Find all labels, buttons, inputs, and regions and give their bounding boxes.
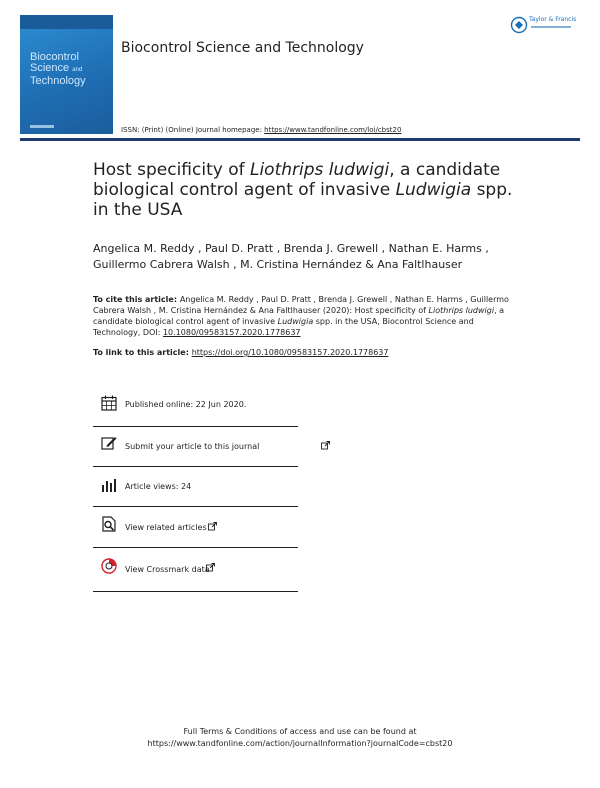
cover-title-line2: Science bbox=[30, 62, 70, 74]
external-link-icon[interactable] bbox=[321, 441, 330, 450]
info-divider bbox=[93, 547, 298, 548]
cover-title-line1: Biocontrol bbox=[30, 51, 79, 63]
publisher-logo-icon bbox=[510, 16, 528, 34]
info-divider bbox=[93, 506, 298, 507]
cover-title bbox=[30, 52, 86, 87]
header-rule bbox=[20, 138, 580, 141]
journal-cover-image bbox=[20, 15, 113, 134]
footer-journal-info-link[interactable]: https://www.tandfonline.com/action/journalInformation?journalCode=cbst20 bbox=[147, 739, 453, 748]
submit-article-link[interactable]: Submit your article to this journal bbox=[125, 442, 260, 451]
publisher-logo[interactable] bbox=[510, 14, 584, 40]
info-article-views bbox=[93, 475, 298, 511]
journal-name[interactable]: Biocontrol Science and Technology bbox=[121, 40, 364, 56]
info-crossmark[interactable] bbox=[93, 556, 298, 596]
issn-line bbox=[121, 126, 401, 134]
related-articles-icon bbox=[101, 516, 117, 532]
citation-label: To cite this article: bbox=[93, 295, 180, 304]
external-link-icon[interactable] bbox=[208, 522, 217, 531]
info-divider bbox=[93, 466, 298, 467]
published-online-text: Published online: 22 Jun 2020. bbox=[125, 400, 247, 409]
cover-title-and: and bbox=[72, 67, 83, 73]
citation-block: To cite this article: Angelica M. Reddy , Paul D. Pratt , Brenda J. Grewell , Nathan E. Harms , Guillermo Cabrera Walsh , M. Cristina Hernández & Ana Faltlhauser (2020): Host specificity of Liothrips ludwigi, a candidate biological control agent of invasive Ludwigia spp. in the USA, Biocontrol Science and Technology, DOI: 10.1080/09583157.2020.1778637 bbox=[93, 295, 509, 337]
publisher-logo-subline bbox=[531, 26, 571, 28]
crossmark-link[interactable]: View Crossmark data bbox=[125, 565, 210, 574]
cover-title-line3: Technology bbox=[30, 75, 86, 87]
bar-chart-icon bbox=[101, 477, 117, 493]
info-divider bbox=[93, 591, 298, 592]
info-published-online bbox=[93, 395, 298, 431]
cover-publisher-mark bbox=[30, 125, 54, 128]
publisher-logo-text: Taylor & Francis bbox=[529, 16, 577, 23]
crossmark-icon bbox=[101, 558, 117, 574]
info-submit-article[interactable] bbox=[93, 435, 298, 471]
footer-terms-text: Full Terms & Conditions of access and use can be found at bbox=[183, 727, 417, 736]
journal-homepage-link[interactable]: https://www.tandfonline.com/loi/cbst20 bbox=[264, 126, 402, 134]
cover-top-strip bbox=[20, 15, 113, 29]
info-divider bbox=[93, 426, 298, 427]
article-link-label: To link to this article: bbox=[93, 348, 192, 357]
calendar-icon bbox=[101, 395, 117, 411]
external-link-icon[interactable] bbox=[206, 563, 215, 572]
article-title: Host specificity of Liothrips ludwigi, a candidate biological control agent of invasive Ludwigia spp. in the USA bbox=[93, 160, 513, 220]
article-doi-url[interactable]: https://doi.org/10.1080/09583157.2020.1778637 bbox=[191, 348, 389, 357]
info-related-articles[interactable] bbox=[93, 514, 298, 550]
citation-doi-link[interactable]: 10.1080/09583157.2020.1778637 bbox=[162, 328, 301, 337]
edit-icon bbox=[101, 435, 117, 451]
issn-prefix: ISSN: (Print) (Online) Journal homepage: bbox=[121, 126, 265, 134]
authors-line2: Guillermo Cabrera Walsh , M. Cristina Hernández & Ana Faltlhauser bbox=[93, 258, 463, 271]
article-views-text: Article views: 24 bbox=[125, 482, 192, 491]
footer bbox=[0, 726, 600, 750]
article-link-line bbox=[93, 348, 389, 357]
author-list bbox=[93, 241, 523, 273]
related-articles-link[interactable]: View related articles bbox=[125, 523, 207, 532]
authors-line1: Angelica M. Reddy , Paul D. Pratt , Brenda J. Grewell , Nathan E. Harms , bbox=[93, 242, 489, 255]
